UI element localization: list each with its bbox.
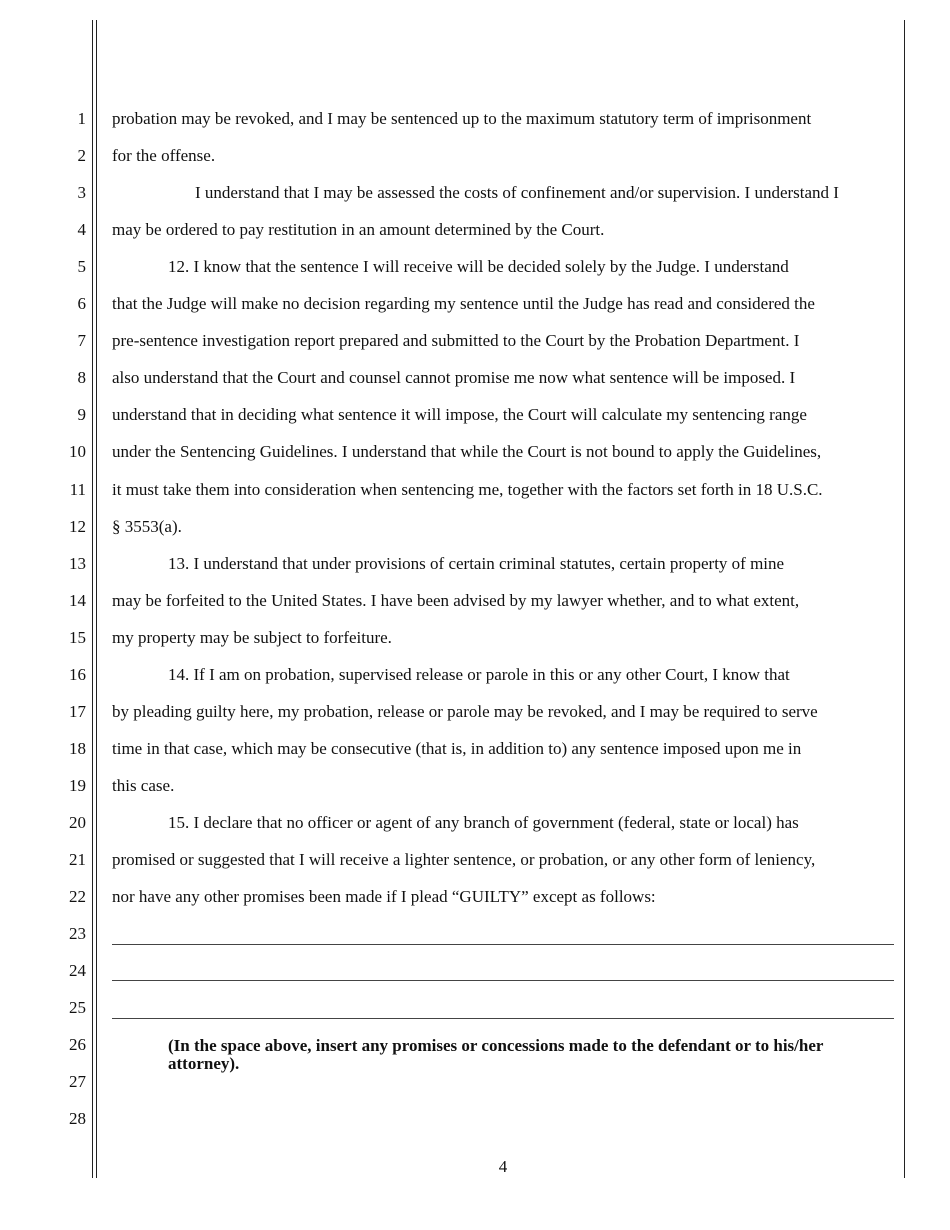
text-line: by pleading guilty here, my probation, release or parole may be revoked, and I may be required to serve <box>112 702 818 721</box>
line-number: 13 <box>69 554 86 573</box>
text-line: also understand that the Court and counsel cannot promise me now what sentence will be imposed. I <box>112 368 796 387</box>
line-number: 19 <box>69 776 86 795</box>
fill-in-line[interactable] <box>112 944 894 945</box>
text-line: that the Judge will make no decision regarding my sentence until the Judge has read and considered the <box>112 294 815 313</box>
right-margin-rule <box>904 20 905 1178</box>
text-line: under the Sentencing Guidelines. I understand that while the Court is not bound to apply the Guidelines, <box>112 442 822 461</box>
line-number: 1 <box>77 109 86 128</box>
line-number: 11 <box>69 480 86 499</box>
text-line: 14. If I am on probation, supervised release or parole in this or any other Court, I know that <box>168 665 790 684</box>
line-number: 21 <box>69 850 86 869</box>
text-line: § 3553(a). <box>112 517 182 536</box>
text-line: my property may be subject to forfeiture. <box>112 628 392 647</box>
text-line: pre-sentence investigation report prepared and submitted to the Court by the Probation Department. I <box>112 331 800 350</box>
text-line: promised or suggested that I will receive a lighter sentence, or probation, or any other form of leniency, <box>112 850 816 869</box>
text-line: 13. I understand that under provisions of certain criminal statutes, certain property of mine <box>168 554 785 573</box>
text-line: I understand that I may be assessed the costs of confinement and/or supervision. I understand I <box>195 183 839 202</box>
text-line: time in that case, which may be consecutive (that is, in addition to) any sentence imposed upon me in <box>112 739 802 758</box>
text-line: understand that in deciding what sentence it will impose, the Court will calculate my sentencing range <box>112 405 807 424</box>
line-number: 8 <box>77 368 86 387</box>
line-number: 6 <box>77 294 86 313</box>
line-number: 20 <box>69 813 86 832</box>
text-line: nor have any other promises been made if I plead “GUILTY” except as follows: <box>112 887 656 906</box>
line-number: 15 <box>69 628 86 647</box>
line-number: 27 <box>69 1072 86 1091</box>
left-margin-rule-outer <box>92 20 93 1178</box>
line-number: 3 <box>77 183 86 202</box>
fill-in-line[interactable] <box>112 1018 894 1019</box>
line-number: 16 <box>69 665 86 684</box>
text-line: 15. I declare that no officer or agent of any branch of government (federal, state or local) has <box>168 813 799 832</box>
text-line: may be ordered to pay restitution in an amount determined by the Court. <box>112 220 605 239</box>
line-number: 23 <box>69 924 86 943</box>
page-number: 4 <box>498 1157 508 1176</box>
line-number: 7 <box>77 331 86 350</box>
line-number: 5 <box>77 257 86 276</box>
line-number: 18 <box>69 739 86 758</box>
line-number: 28 <box>69 1109 86 1128</box>
line-number: 24 <box>69 961 86 980</box>
text-line: for the offense. <box>112 146 216 165</box>
line-number: 14 <box>69 591 86 610</box>
text-line: probation may be revoked, and I may be sentenced up to the maximum statutory term of imprisonment <box>112 109 812 128</box>
line-number: 25 <box>69 998 86 1017</box>
line-number: 26 <box>69 1035 86 1054</box>
text-line: it must take them into consideration when sentencing me, together with the factors set forth in 18 U.S.C. <box>112 480 823 499</box>
line-number: 9 <box>77 405 86 424</box>
instruction-note: (In the space above, insert any promises or concessions made to the defendant or to his/her attorney). <box>168 1036 824 1073</box>
line-number: 2 <box>77 146 86 165</box>
text-line: 12. I know that the sentence I will receive will be decided solely by the Judge. I understand <box>168 257 789 276</box>
fill-in-line[interactable] <box>112 980 894 981</box>
line-number: 4 <box>77 220 86 239</box>
line-number: 12 <box>69 517 86 536</box>
line-number: 22 <box>69 887 86 906</box>
text-line: may be forfeited to the United States. I have been advised by my lawyer whether, and to what extent, <box>112 591 800 610</box>
text-line: this case. <box>112 776 175 795</box>
left-margin-rule-inner <box>96 20 97 1178</box>
line-number: 10 <box>69 442 86 461</box>
line-number: 17 <box>69 702 86 721</box>
